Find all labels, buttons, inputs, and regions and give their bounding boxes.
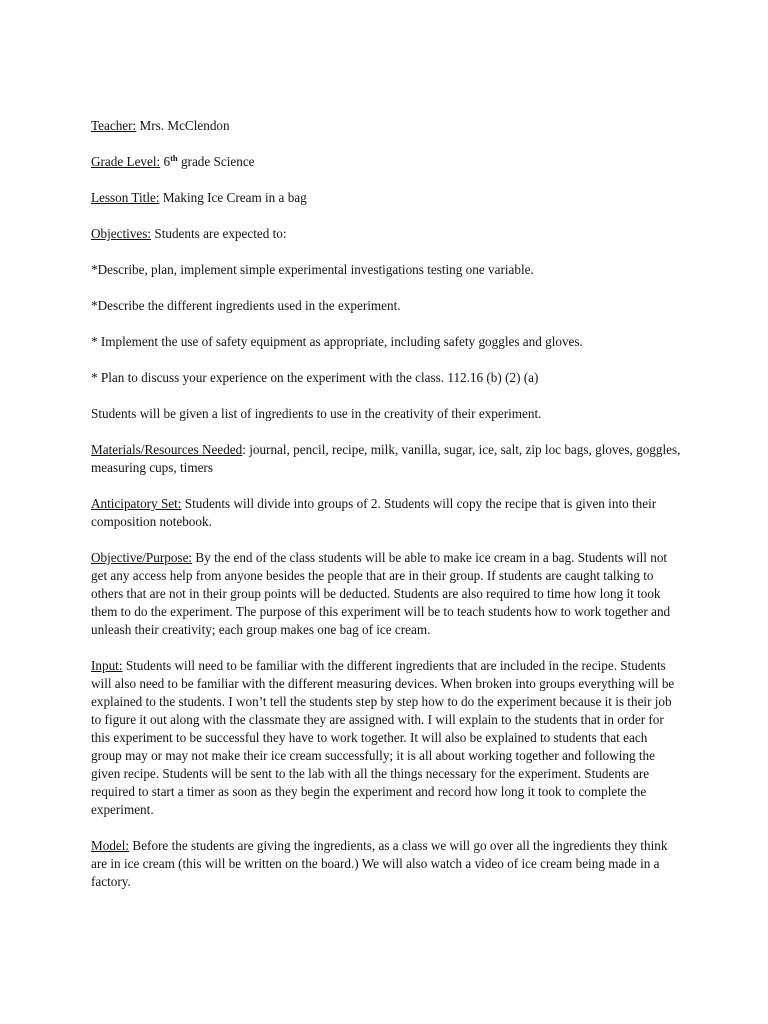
ingredients-note: Students will be given a list of ingredients to use in the creativity of their experiment. [91,406,542,421]
anticipatory-set-text: Students will divide into groups of 2. Students will copy the recipe that is given into their composition notebook. [91,496,657,529]
materials-paragraph [91,441,681,477]
objective-purpose-paragraph [91,549,681,639]
objective-purpose-text: By the end of the class students will be able to make ice cream in a bag. Students will not get any access help from anyone besides the people that are in their group. If students are caught talking to others that are not in their group points will be deducted. Students are also required to time how long it took them to do the experiment. The purpose of this experiment will be to teach students how to work together and unleash their creativity; each group makes one bag of ice cream. [91,550,671,637]
model-paragraph [91,837,681,891]
teacher-value: Mrs. McClendon [136,118,230,133]
model-text: Before the students are giving the ingredients, as a class we will go over all the ingredients they think are in ice cream (this will be written on the board.) We will also watch a video of ice cream being made in a factory. [91,838,668,889]
lesson-title-line [91,189,681,207]
objectives-intro: Students are expected to: [151,226,287,241]
materials-text: : journal, pencil, recipe, milk, vanilla, sugar, ice, salt, zip loc bags, gloves, goggles, measuring cups, timers [91,442,681,475]
teacher-label: Teacher: [91,118,137,133]
model-label: Model: [91,838,130,853]
objectives-label: Objectives: [91,226,152,241]
teacher-line [91,117,681,135]
objective-item: *Describe the different ingredients used in the experiment. [91,298,401,313]
anticipatory-set-label: Anticipatory Set: [91,496,182,511]
objectives-line [91,225,681,243]
lesson-title-label: Lesson Title: [91,190,160,205]
grade-level-line [91,153,681,171]
objective-purpose-label: Objective/Purpose: [91,550,193,565]
input-paragraph [91,657,681,819]
lesson-plan-document [91,117,681,909]
materials-label: Materials/Resources Needed [91,442,243,457]
grade-level-subject: grade Science [177,154,255,169]
objective-item: * Plan to discuss your experience on the experiment with the class. 112.16 (b) (2) (a) [91,370,539,385]
lesson-title-value: Making Ice Cream in a bag [159,190,307,205]
input-label: Input: [91,658,123,673]
objective-item: *Describe, plan, implement simple experimental investigations testing one variable. [91,262,534,277]
input-text: Students will need to be familiar with the different ingredients that are included in the recipe. Students will also need to be familiar with the different measuring devices. When broken into groups everything will be explained to the students. I won’t tell the students step by step how to do the experiment because it is their job to figure it out along with the classmate they are assigned with. I will explain to the students that in order for this experiment to be successful they have to work together. It will also be explained to students that each group may or may not make their ice cream successfully; it is all about working together and following the given recipe. Students will be sent to the lab with all the things necessary for the experiment. Students are required to start a timer as soon as they begin the experiment and record how long it took to complete the experiment. [91,658,675,817]
objective-item: * Implement the use of safety equipment as appropriate, including safety goggles and gloves. [91,334,583,349]
grade-level-label: Grade Level: [91,154,161,169]
grade-level-number: 6 [160,154,171,169]
anticipatory-set-paragraph [91,495,681,531]
grade-level-ordinal: th [170,153,178,163]
